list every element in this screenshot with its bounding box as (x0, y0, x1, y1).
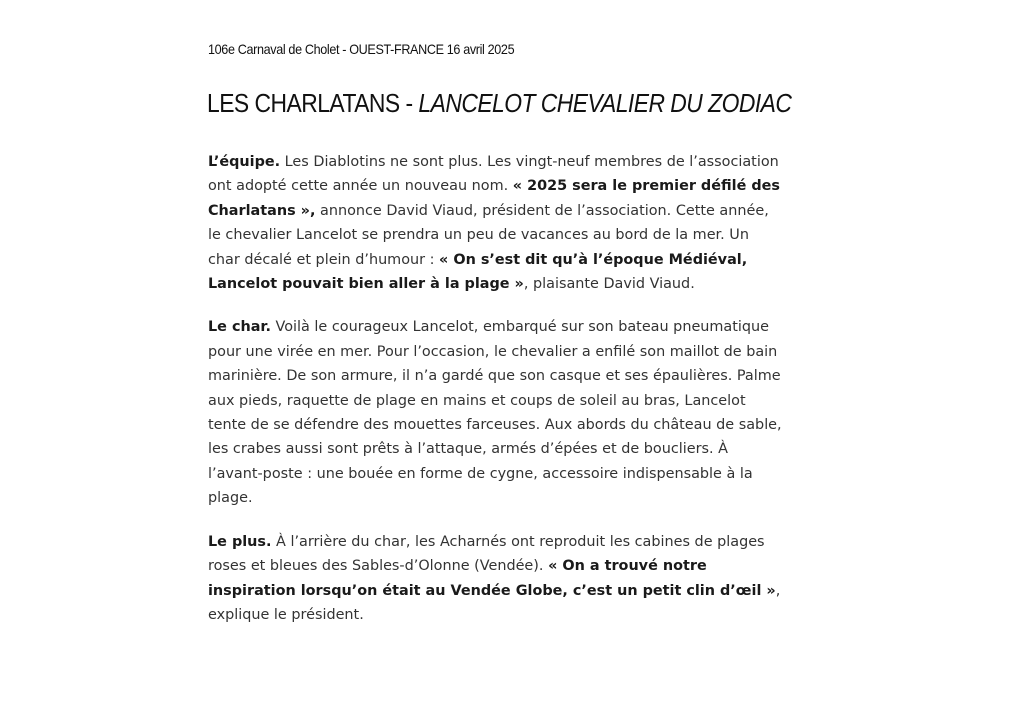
article-title (207, 88, 791, 119)
paragraph-plus (208, 530, 783, 628)
paragraph-lead: Le plus. (208, 533, 272, 550)
source-line: 106e Carnaval de Cholet - OUEST-FRANCE 16 avril 2025 (208, 41, 515, 57)
paragraph-char (208, 315, 783, 510)
paragraph-quote: « On a trouvé notre inspiration lorsqu’on était au Vendée Globe, c’est un petit clin d’œil » (208, 558, 776, 599)
title-main: LES CHARLATANS - (207, 88, 419, 118)
paragraph-text: , plaisante David Viaud. (523, 276, 695, 293)
paragraph-text: , explique le président. (208, 582, 781, 623)
paragraph-quote: « On s’est dit qu’à l’époque Médiéval, Lancelot pouvait bien aller à la plage » (208, 251, 748, 293)
paragraph-text: Voilà le courageux Lancelot, embarqué sur son bateau pneumatique pour une virée en mer. Pour l’occasion, le chevalier a enfilé son maillot de bain marinière. De son armure, il n’a gardé que son casque et ses épaulières. Palme aux pieds, raquette de plage en mains et coups de soleil au bras, Lancelot tente de se défendre des mouettes farceuses. Aux abords du château de sable, les crabes aussi sont prêts à l’attaque, armés d’épées et de boucliers. À l’avant-poste : une bouée en forme de cygne, accessoire indispensable à la plage. (208, 319, 782, 507)
title-subtitle: LANCELOT CHEVALIER DU ZODIAC (418, 88, 792, 118)
paragraph-equipe (208, 150, 783, 296)
paragraph-lead: Le char. (208, 319, 271, 336)
paragraph-text: À l’arrière du char, les Acharnés ont reproduit les cabines de plages roses et bleues des Sables-d’Olonne (Vendée). (208, 533, 765, 575)
paragraph-quote: « 2025 sera le premier défilé des Charlatans », (208, 178, 780, 219)
paragraph-text: annonce David Viaud, président de l’association. Cette année, le chevalier Lancelot se prendra un peu de vacances au bord de la mer. Un char décalé et plein d’humour : (208, 202, 769, 268)
article-body (208, 150, 783, 646)
paragraph-text: Les Diablotins ne sont plus. Les vingt-neuf membres de l’association ont adopté cette année un nouveau nom. (208, 154, 779, 195)
paragraph-lead: L’équipe. (208, 154, 281, 170)
